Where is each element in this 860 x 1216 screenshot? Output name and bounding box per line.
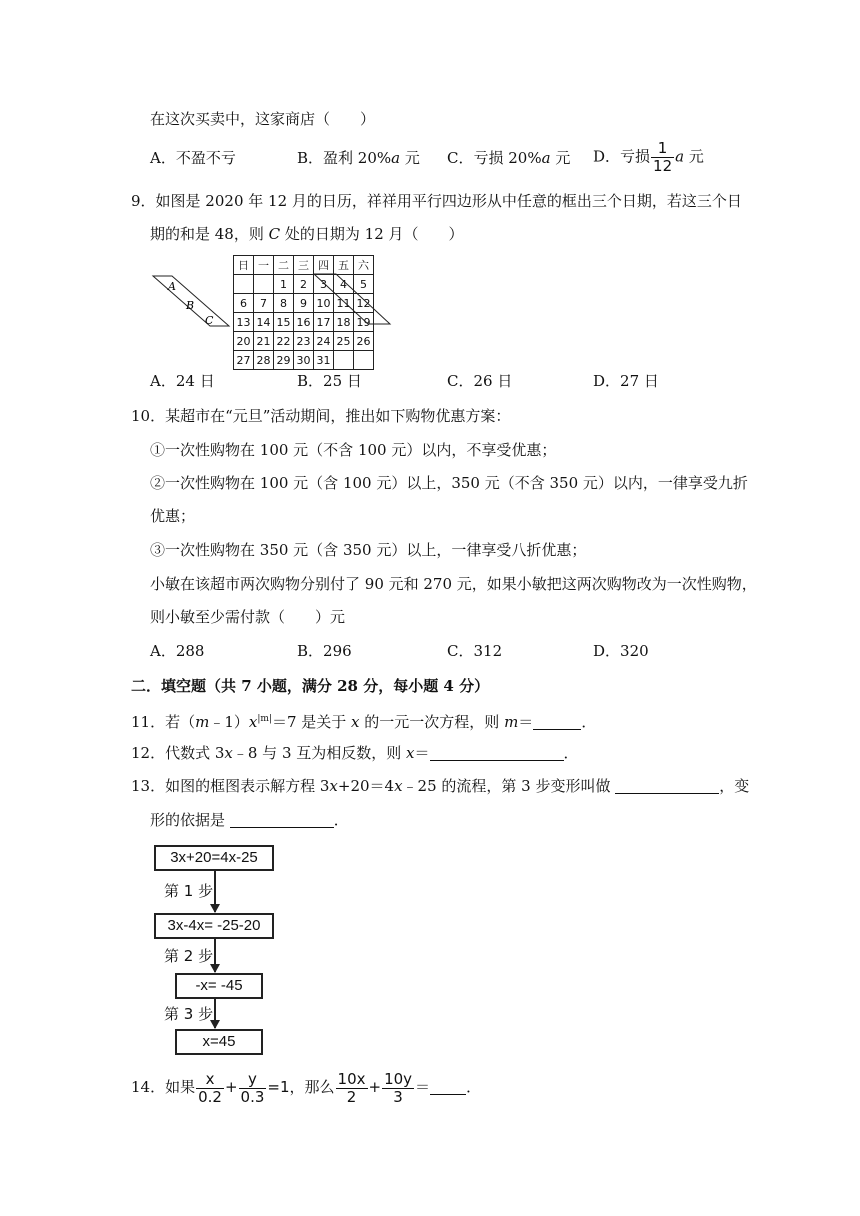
cal-cell: 26	[354, 332, 374, 351]
q12-answer-blank[interactable]	[430, 746, 564, 761]
q9-option-a: A．24 日	[150, 372, 215, 390]
q10-option-d: D．320	[593, 642, 649, 660]
cal-cell: 13	[234, 313, 254, 332]
cal-cell: 1	[274, 275, 294, 294]
q10-rule3: ③一次性购物在 350 元（含 350 元）以上，一律享受八折优惠；	[150, 541, 587, 559]
flow-step-1: 第 1 步	[164, 882, 214, 900]
cal-cell: 30	[294, 351, 314, 370]
q14-frac-2: $\frac{y}{0.3}$	[240, 1069, 265, 1106]
d-fraction: $\frac{1}{12}$	[653, 139, 673, 175]
cal-cell: 17	[314, 313, 334, 332]
parallelogram-abc	[150, 272, 232, 330]
cal-cell: 3	[314, 275, 334, 294]
flow-box-3: -x= -45	[175, 973, 263, 999]
cal-cell: 9	[294, 294, 314, 313]
q10-rule2: ②一次性购物在 100 元（含 100 元）以上，350 元（不含 350 元）以内，一律享受九折	[150, 474, 748, 492]
flow-step-3: 第 3 步	[164, 1005, 214, 1023]
cal-cell: 12	[354, 294, 374, 313]
flow-arrow-1	[210, 904, 220, 913]
cal-cell: 11	[334, 294, 354, 313]
cal-cell	[334, 351, 354, 370]
q13-answer-blank-1[interactable]	[615, 779, 719, 794]
q14-line: 14．如果 $\frac{x}{0.2}$ + $\frac{y}{0.3}$ =1，那么 $\frac{10x}{2}$ + $\frac{10y}{3}$ ＝ ．	[131, 1069, 482, 1106]
flow-step-2: 第 2 步	[164, 947, 214, 965]
q11-line: 11．若$(m﹣1)x^{|m|}=7$ 是关于 x 的一元一次方程，则 m＝ ．	[131, 713, 597, 731]
cal-cell: 23	[294, 332, 314, 351]
q9-line1: 9．如图是 2020 年 12 月的日历，祥祥用平行四边形从中任意的框出三个日期，若这三个日	[131, 192, 742, 210]
q8-option-b: B．盈利 20%a 元	[297, 149, 420, 167]
cal-cell: 14	[254, 313, 274, 332]
cal-cell: 10	[314, 294, 334, 313]
q13-line2: 形的依据是 ．	[150, 811, 349, 829]
cal-cell: 27	[234, 351, 254, 370]
q14-frac-3: $\frac{10x}{2}$	[337, 1069, 366, 1106]
section2-title: 二．填空题（共 7 小题，满分 28 分，每小题 4 分）	[131, 677, 490, 695]
cal-cell: 28	[254, 351, 274, 370]
q10-question-line2: 则小敏至少需付款（ ）元	[150, 608, 346, 626]
q10-option-a: A．288	[150, 642, 205, 660]
cal-cell	[234, 275, 254, 294]
cal-cell: 2	[294, 275, 314, 294]
cal-cell: 20	[234, 332, 254, 351]
q10-option-b: B．296	[297, 642, 352, 660]
cal-cell	[354, 351, 374, 370]
cal-cell: 8	[274, 294, 294, 313]
flow-box-4: x=45	[175, 1029, 263, 1055]
q9-line2: 期的和是 48，则 C 处的日期为 12 月（ ）	[150, 225, 464, 243]
cal-cell: 5	[354, 275, 374, 294]
cal-head-sun: 日	[234, 256, 254, 275]
cal-head-sat: 六	[354, 256, 374, 275]
calendar-row	[234, 332, 374, 351]
cal-cell: 19	[354, 313, 374, 332]
cal-cell: 18	[334, 313, 354, 332]
q14-frac-4: $\frac{10y}{3}$	[384, 1069, 413, 1106]
cal-cell: 31	[314, 351, 334, 370]
cal-head-mon: 一	[254, 256, 274, 275]
cal-head-wed: 三	[294, 256, 314, 275]
flow-box-2: 3x-4x= -25-20	[154, 913, 274, 939]
calendar-row	[234, 351, 374, 370]
label-c: C	[205, 314, 214, 327]
cal-cell: 4	[334, 275, 354, 294]
q10-rule1: ①一次性购物在 100 元（不含 100 元）以内，不享受优惠；	[150, 441, 557, 459]
q9-option-c: C．26 日	[447, 372, 513, 390]
q8-option-a: A．不盈不亏	[150, 149, 236, 167]
q10-line1: 10．某超市在“元旦”活动期间，推出如下购物优惠方案：	[131, 407, 511, 425]
flow-box-1: 3x+20=4x-25	[154, 845, 274, 871]
q10-rule2-cont: 优惠；	[150, 507, 196, 525]
q8-stem-tail: 在这次买卖中，这家商店（ ）	[150, 110, 376, 128]
q14-answer-blank[interactable]	[430, 1080, 466, 1095]
cal-cell: 7	[254, 294, 274, 313]
q11-answer-blank[interactable]	[533, 715, 581, 730]
q14-frac-1: $\frac{x}{0.2}$	[198, 1069, 222, 1106]
cal-cell: 6	[234, 294, 254, 313]
q13-line1: 13．如图的框图表示解方程 3x+20＝4x﹣25 的流程，第 3 步变形叫做 ，变	[131, 777, 750, 795]
q12-line: 12．代数式 3x﹣8 与 3 互为相反数，则 x＝ ．	[131, 744, 579, 762]
cal-cell: 21	[254, 332, 274, 351]
label-a: A	[168, 280, 176, 293]
cal-head-tue: 二	[274, 256, 294, 275]
cal-cell	[254, 275, 274, 294]
cal-cell: 29	[274, 351, 294, 370]
q10-question-line1: 小敏在该超市两次购物分别付了 90 元和 270 元，如果小敏把这两次购物改为一次性购物，	[150, 575, 757, 593]
cal-cell: 22	[274, 332, 294, 351]
cal-cell: 25	[334, 332, 354, 351]
cal-cell: 24	[314, 332, 334, 351]
q8-option-c: C．亏损 20%a 元	[447, 149, 571, 167]
cal-cell: 15	[274, 313, 294, 332]
label-b: B	[186, 299, 195, 312]
q10-option-c: C．312	[447, 642, 503, 660]
cal-cell: 16	[294, 313, 314, 332]
calendar-parallelogram-overlay	[300, 270, 395, 328]
q9-option-b: B．25 日	[297, 372, 362, 390]
cal-head-fri: 五	[334, 256, 354, 275]
q9-option-d: D．27 日	[593, 372, 659, 390]
q8-option-d: D．亏损 $\frac{1}{12}$ a 元	[593, 139, 704, 175]
q13-answer-blank-2[interactable]	[230, 813, 334, 828]
cal-head-thu: 四	[314, 256, 334, 275]
